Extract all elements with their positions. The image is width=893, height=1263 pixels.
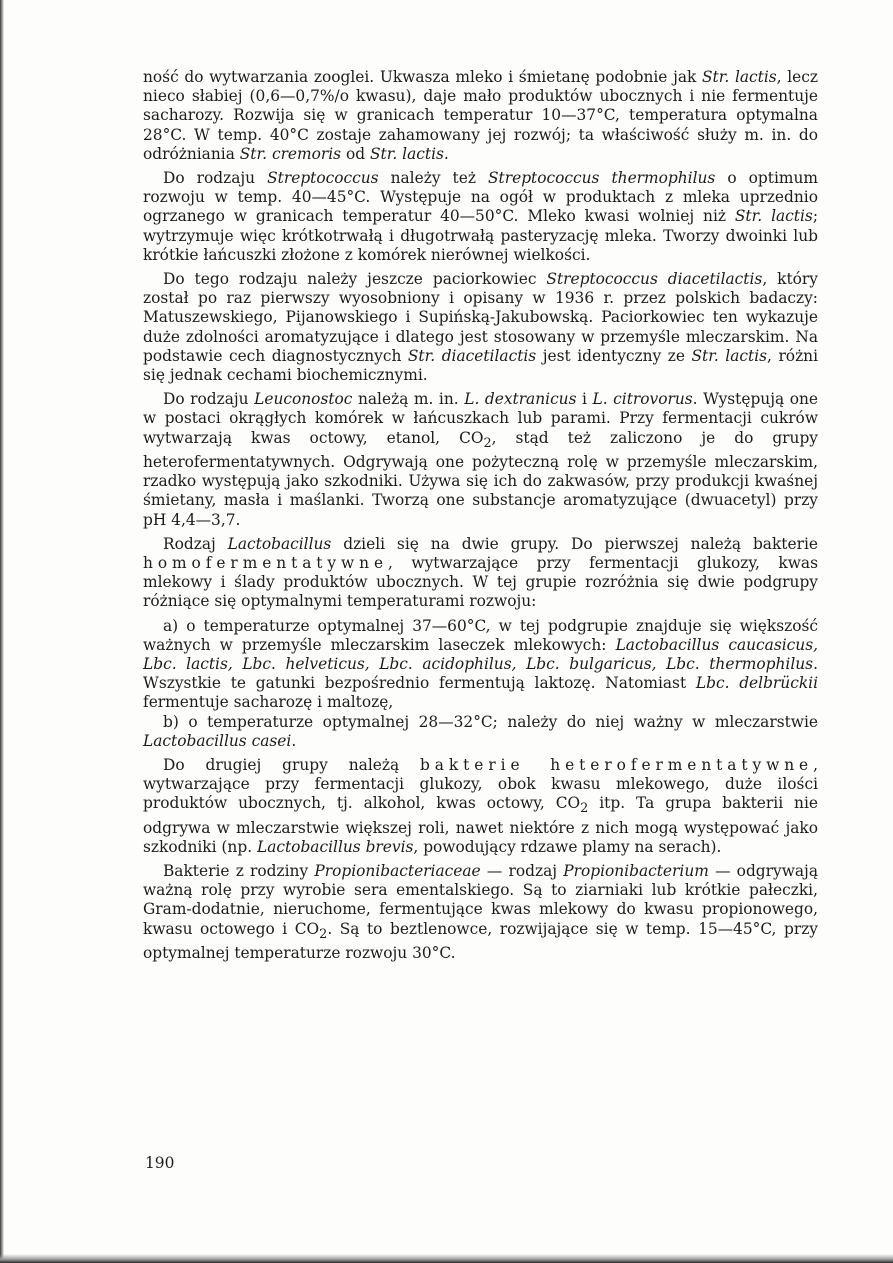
page-number: 190 [145,1154,175,1172]
paragraph [143,270,818,385]
text-run: — rodzaj [480,862,564,881]
species-list: Lactobacillus caucasicus, Lbc. lactis, Lbc. helveticus, Lbc. acidophilus, Lbc. bulgaricus, Lbc. thermophilus [143,635,818,673]
text-run: — odgrywają ważną rolę przy wyrobie sera ementalskiego. Są to ziarniaki lub krótkie pałeczki, Gram-dodatnie, nieruchome, fermentujące kwas mlekowy do kwasu propionowego, kwasu octowego i CO [143,862,818,938]
list-item [143,713,818,751]
text-run: ; wytrzymuje więc krótkotrwałą i długotrwałą pasteryzację mleka. Tworzy dwoinki lub krótkie łańcuszki złożone z komórek nierównej wielkości. [143,207,818,264]
species-name: Str. cremoris [239,144,342,163]
paragraph [143,756,818,857]
text-run: . [443,144,449,163]
text-run: . Wszystkie te gatunki bezpośrednio fermentują laktozę. Natomiast [143,654,818,693]
text-run: Do tego rodzaju należy jeszcze paciorkowiec [163,270,547,289]
text-run: ność do wytwarzania zooglei. Ukwasza mleko i śmietanę podobnie jak [143,68,703,86]
text-run: b) o temperaturze optymalnej 28—32°C; należy do niej ważny w mleczarstwie [163,712,818,731]
species-name: L. citrovorus [592,390,693,409]
species-name: Str. lactis [702,68,777,86]
subscript: 2 [483,435,492,451]
paragraph [143,68,818,164]
subscript: 2 [580,801,589,817]
text-run: o optimum rozwoju w temp. 40—45°C. Występuje na ogół w produktach z mleka uprzednio ogrzanego w granicach temperatur 40—50°C. Mleko kwasi wolniej niż [143,169,818,226]
genus-name: Leuconostoc [254,390,353,409]
subscript: 2 [319,926,328,942]
text-run: , wytwarzające przy fermentacji glukozy, kwas mlekowy i ślady produktów ubocznych. W tej grupie rozróżnia się dwie podgrupy różniące się optymalnymi temperaturami rozwoju: [143,553,818,611]
spaced-term: bakterie heterofermentatywne [420,755,814,774]
text-run: Do drugiej grupy należą [163,755,421,774]
text-run: należy też [378,169,488,188]
text-run: Rodzaj [163,534,228,553]
paragraph [143,390,818,530]
text-run: od [341,144,370,163]
family-name: Propionibacteriaceae [314,862,481,881]
text-run: jest identyczny ze [536,346,692,365]
text-run: , lecz nieco słabiej (0,6—0,7%/o kwasu), daje mało produktów ubocznych i nie fermentuje sacharozy. Rozwija się w granicach temperatur 10—37°C, temperatura optymalna 28°C. W temp. 40°C zostaje zahamowany jej rozwój; ta właściwość służy m. in. do odróżniania [143,68,819,163]
text-run: . Są to beztlenowce, rozwijające się w temp. 15—45°C, przy optymalnej temperaturze rozwoju 30°C. [143,919,818,962]
text-run: i [576,390,593,409]
species-name: Str. lactis [734,207,813,226]
species-name: Lbc. delbrückii [695,674,818,693]
paragraph [143,535,818,612]
genus-name: Propionibacterium [563,862,709,881]
genus-name: Streptococcus [267,169,379,188]
scan-bottom-edge-shadow [0,1254,893,1263]
text-run: , stąd też zaliczono je do grupy heterofermentatywnych. Odgrywają one pożyteczną rolę w przemyśle mleczarskim, rzadko występują jako szkodniki. Używa się ich do zakwasów, przy produkcji kwaśnej śmietany, masła i maślanki. Tworzą one substancje aromatyzujące (dwuacetyl) przy pH 4,4—3,7. [143,428,818,529]
spaced-term: homofermentatywne [143,553,389,572]
text-run: itp. Ta grupa bakterii nie odgrywa w mleczarstwie większej roli, nawet niektóre z nich mogą występować jako szkodniki (np. [143,794,818,856]
text-run: , który został po raz pierwszy wyosobniony i opisany w 1936 r. przez polskich badaczy: Matuszewskiego, Pijanowskiego i Supińską-Jakubowską. Paciorkowiec ten wykazuje duże zdolności aromatyzujące i dlatego jest stosowany w przemyśle mleczarskim. Na podstawie cech diagnostycznych [143,270,818,365]
text-run: , różni się jednak cechami biochemicznymi. [143,346,819,385]
species-name: L. dextranicus [464,390,577,409]
species-name: Streptococcus diacetilactis [546,270,763,289]
text-run: . [291,731,297,750]
list-item [143,617,818,713]
scan-left-edge-shadow [0,0,4,1263]
text-run: a) o temperaturze optymalnej 37—60°C, w tej podgrupie znajduje się większość ważnych w przemyśle mleczarskim laseczek mlekowych: [143,616,818,654]
species-name: Str. diacetilactis [407,346,537,365]
species-name: Lactobacillus brevis [256,837,414,856]
paragraph [143,169,818,265]
text-run: . Występują one w postaci okrągłych komórek w łańcuszkach lub parami. Przy fermentacji cukrów wytwarzają kwas octowy, etanol, CO [143,390,818,447]
genus-name: Lactobacillus [227,534,332,553]
species-name: Str. lactis [691,346,768,365]
body-text [143,68,818,968]
paragraph [143,862,818,963]
text-run: należą m. in. [352,390,465,409]
species-name: Str. lactis [369,144,444,163]
text-run: Bakterie z rodziny [163,862,315,881]
text-run: Do rodzaju [163,169,268,188]
text-run: Do rodzaju [163,390,255,409]
species-name: Streptococcus thermophilus [488,169,716,188]
text-run: , powodujący rdzawe plamy na serach). [413,837,722,856]
species-name: Lactobacillus casei [143,731,292,750]
text-run: , wytwarzające przy fermentacji glukozy, obok kwasu mlekowego, duże ilości produktów ubocznych, tj. alkohol, kwas octowy, CO [143,755,818,813]
text-run: dzieli się na dwie grupy. Do pierwszej należą bakterie [331,534,818,553]
text-run: fermentuje sacharozę i maltozę, [143,693,394,712]
